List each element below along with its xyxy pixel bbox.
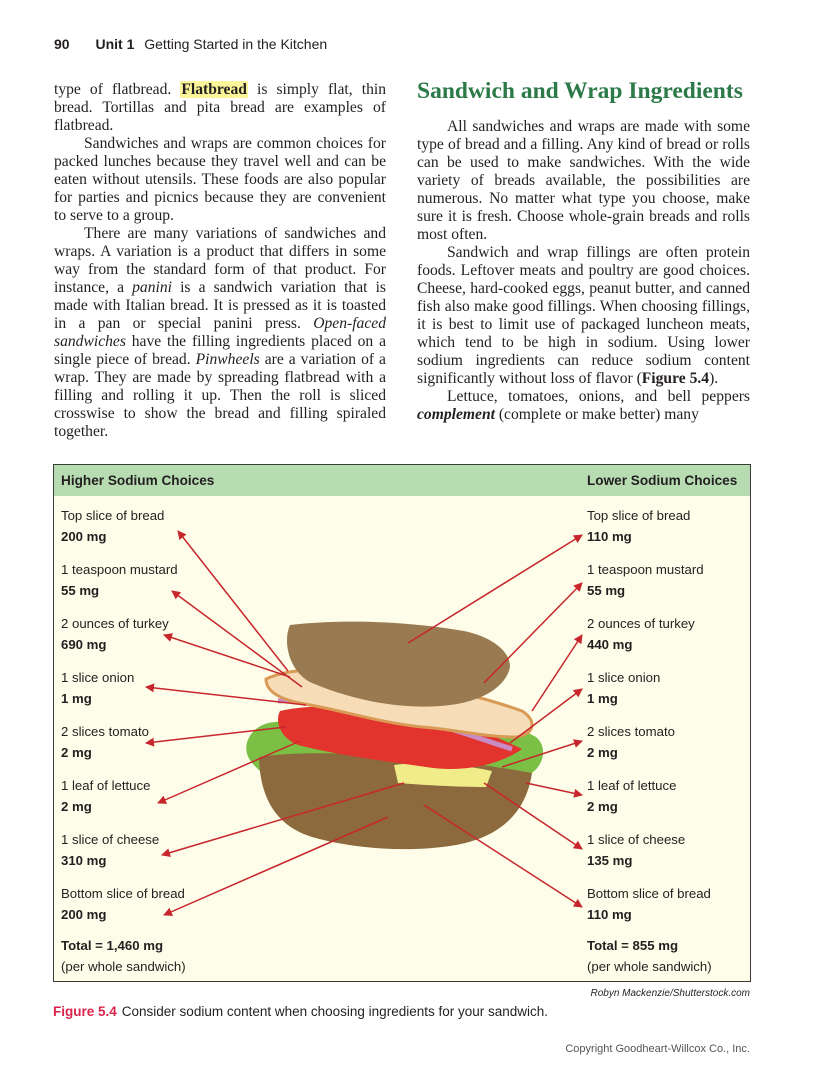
paragraph: Lettuce, tomatoes, onions, and bell peppers complement (complete or make better) many [417,388,750,423]
higher-item: Bottom slice of bread 200 mg [61,886,185,922]
chapter-title: Getting Started in the Kitchen [144,36,328,52]
running-header [54,36,327,52]
higher-sodium-heading: Higher Sodium Choices [61,473,215,488]
higher-item: 1 slice of cheese 310 mg [61,832,160,868]
copyright-notice: Copyright Goodheart-Willcox Co., Inc. [565,1043,750,1055]
sodium-figure [53,464,751,982]
section-heading: Sandwich and Wrap Ingredients [417,78,743,104]
figure-reference: Figure 5.4 [641,370,710,387]
paragraph: Sandwiches and wraps are common choices for packed lunches because they travel well and can be eaten without utensils. These foods are also popular for parties and picnics because they are convenient to serve to a group. [54,135,386,224]
lower-sodium-heading: Lower Sodium Choices [587,473,738,488]
lower-item: 1 leaf of lettuce 2 mg [587,778,677,814]
image-credit: Robyn Mackenzie/Shutterstock.com [590,988,750,999]
unit-label: Unit 1 [95,36,135,52]
higher-item: 1 teaspoon mustard 55 mg [61,562,178,598]
paragraph: Sandwich and wrap fillings are often protein foods. Leftover meats and poultry are good choices. Cheese, hard-cooked eggs, peanut butter, and canned fish also make good fillings. When choosing fillings, it is best to limit use of packaged luncheon meats, which tend to be high in sodium. Using lower sodium ingredients can reduce sodium content significantly without loss of flavor (Figure 5.4). [417,244,750,387]
lower-item: Bottom slice of bread 110 mg [587,886,711,922]
figure-label: Figure 5.4 [53,1004,117,1019]
lower-item: 2 ounces of turkey 440 mg [587,616,695,652]
lower-item: 1 slice onion 1 mg [587,670,661,706]
higher-item: Top slice of bread 200 mg [61,508,165,544]
paragraph: There are many variations of sandwiches and wraps. A variation is a product that differs in some way from the standard form of that product. For instance, a panini is a sandwich variation that is made with Italian bread. It is pressed as it is toasted in a pan or special panini press. Open-faced sandwiches have the filling ingredients placed on a single piece of bread. Pinwheels are a variation of a wrap. They are made by spreading flatbread with a filling and rolling it up. Then the roll is sliced crosswise to show the bread and filling spiraled together. [54,225,386,440]
page-number: 90 [54,36,70,52]
key-term-flatbread: Flatbread [181,81,247,98]
higher-item: 2 slices tomato 2 mg [61,724,149,760]
figure-caption: Figure 5.4 Consider sodium content when choosing ingredients for your sandwich. [53,1004,549,1019]
lower-item: 1 teaspoon mustard 55 mg [587,562,704,598]
key-term-complement: complement [417,406,495,423]
higher-total: Total = 1,460 mg (per whole sandwich) [61,938,186,974]
paragraph: All sandwiches and wraps are made with some type of bread and a filling. Any kind of bread or rolls can be used to make sandwiches. With the wide variety of breads available, the possibilities are numerous. No matter what type you choose, make sure it is fresh. Choose whole-grain breads and rolls most often. [417,118,750,243]
lower-item: 1 slice of cheese 135 mg [587,832,686,868]
lower-total: Total = 855 mg (per whole sandwich) [587,938,712,974]
lower-item: 2 slices tomato 2 mg [587,724,675,760]
higher-item: 1 slice onion 1 mg [61,670,135,706]
left-column [54,81,386,441]
right-column [417,118,750,424]
lower-item: Top slice of bread 110 mg [587,508,691,544]
paragraph: type of flatbread. Flatbread is simply flat, thin bread. Tortillas and pita bread are examples of flatbread. [54,81,386,134]
higher-item: 1 leaf of lettuce 2 mg [61,778,151,814]
higher-item: 2 ounces of turkey 690 mg [61,616,169,652]
